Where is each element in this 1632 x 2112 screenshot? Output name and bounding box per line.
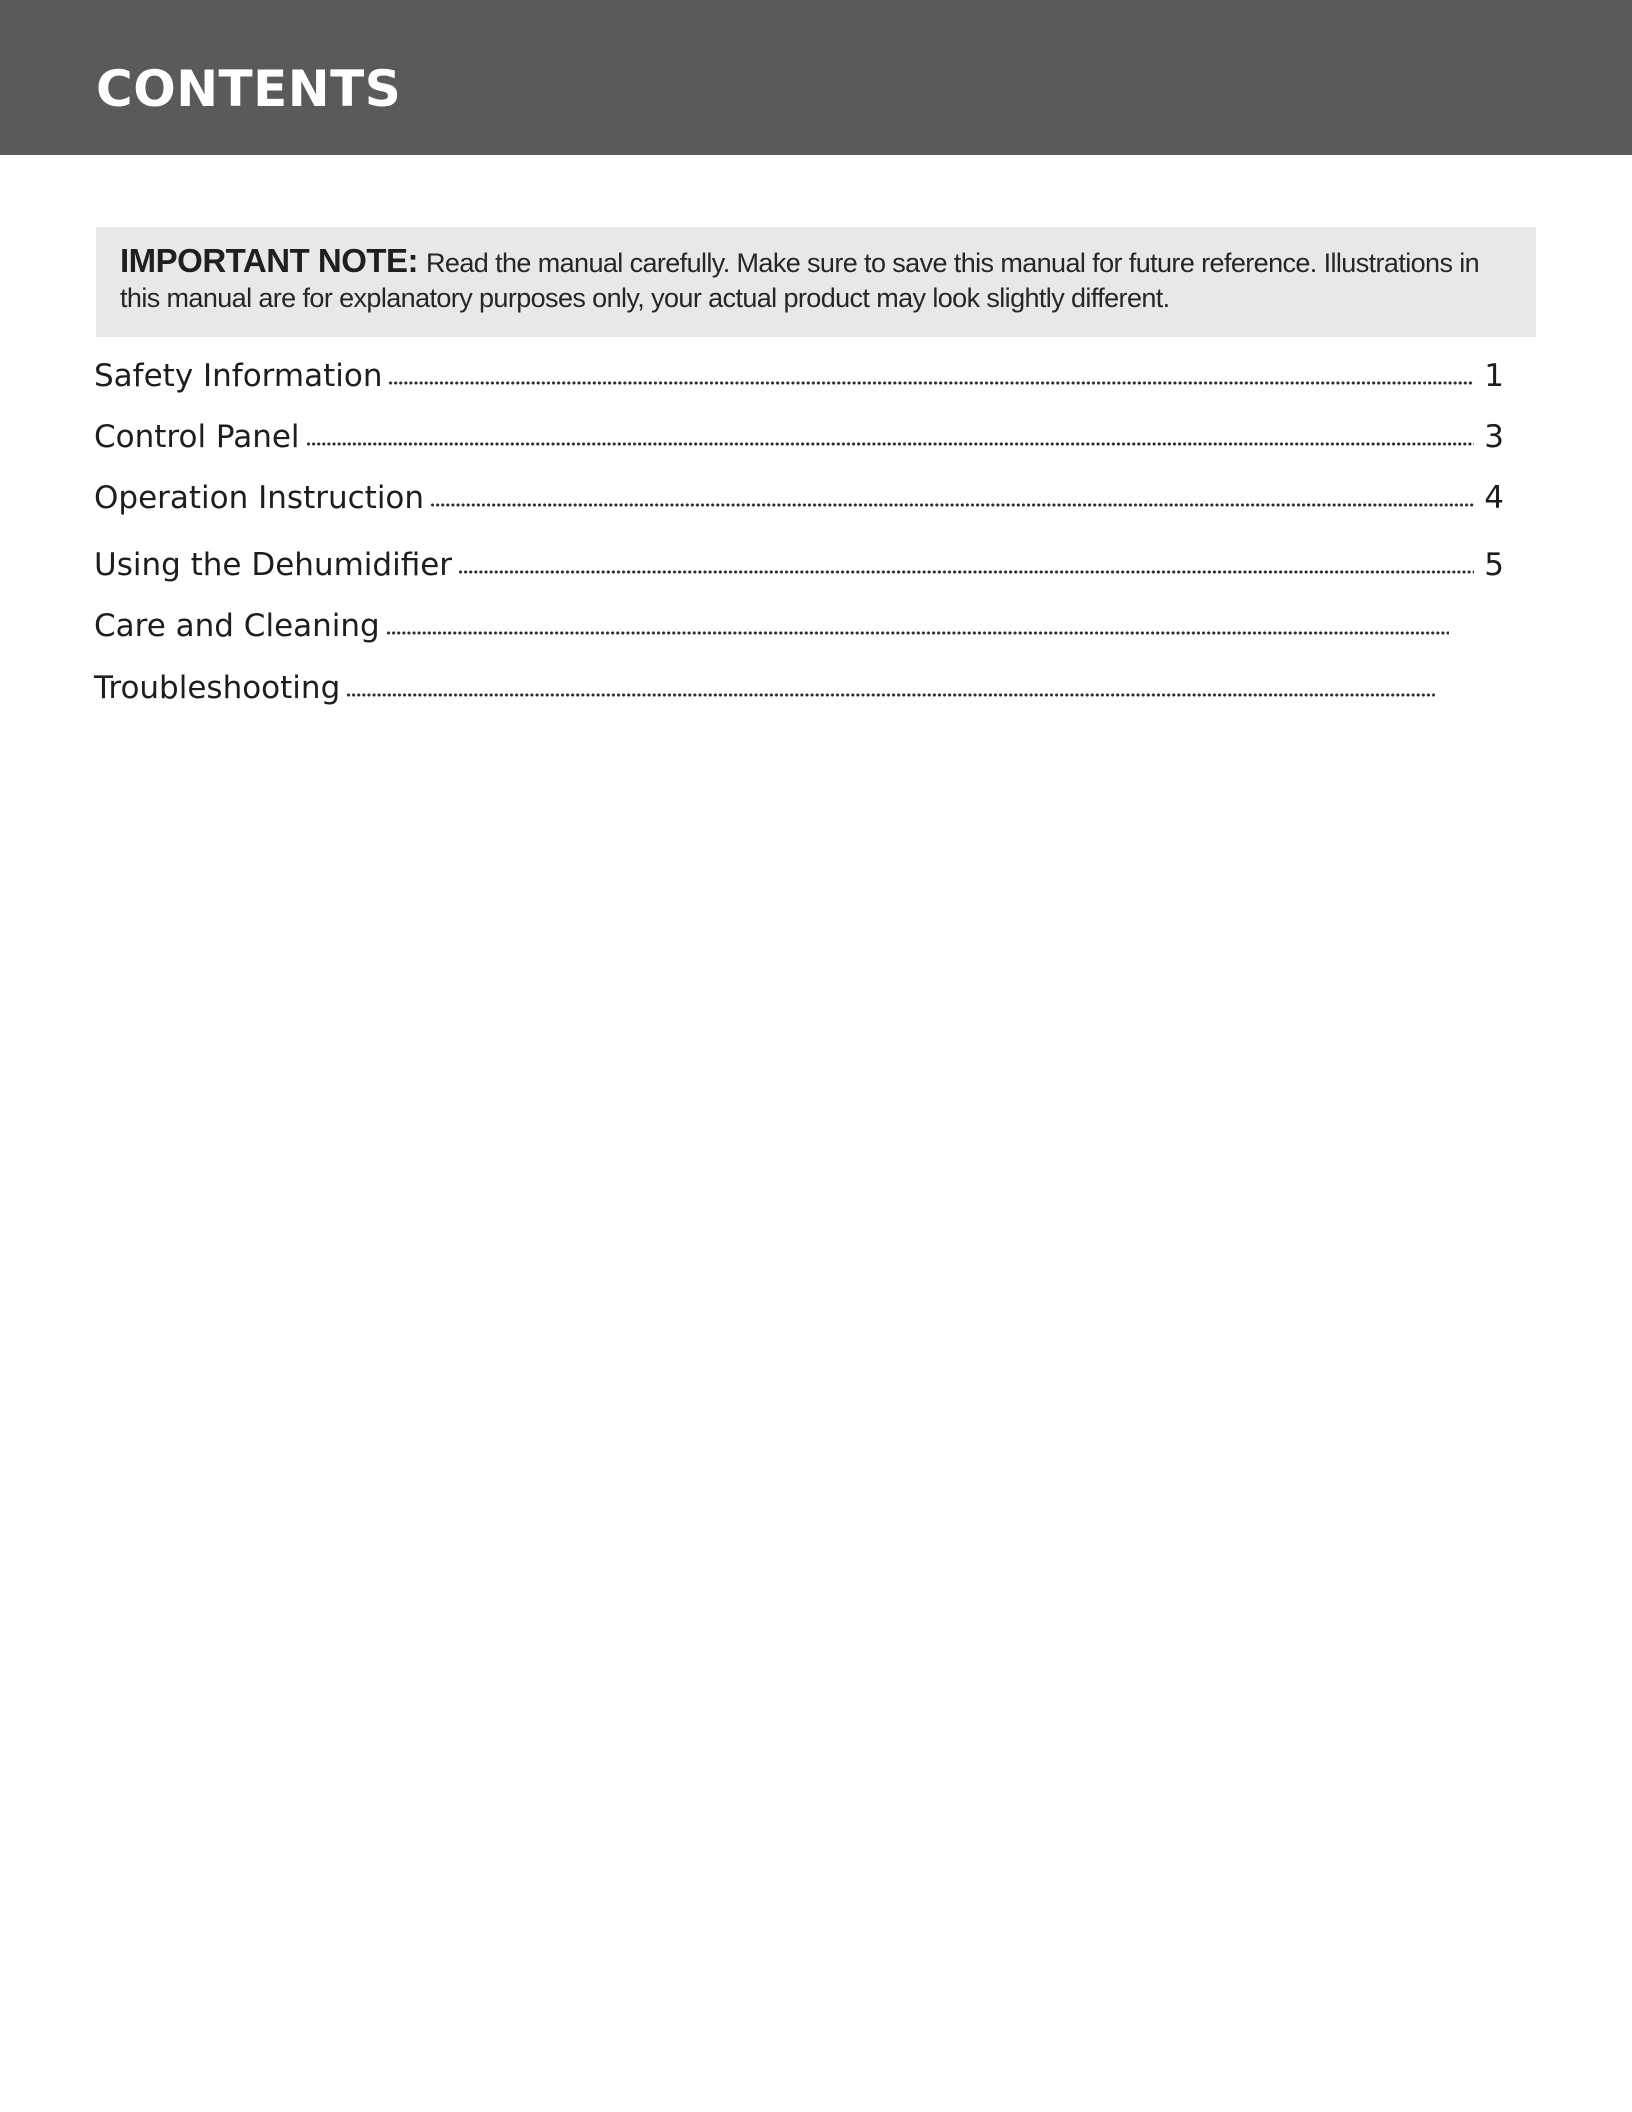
toc-entry-using-the-dehumidifier[interactable] xyxy=(94,541,1504,585)
toc-entry-title: Operation Instruction xyxy=(94,480,425,516)
toc-entry-title: Control Panel xyxy=(94,419,300,455)
toc-entry-title: Using the Dehumidifier xyxy=(94,547,453,583)
toc-entry-page: 4 xyxy=(1484,480,1504,516)
toc-dot-leader xyxy=(386,629,1449,637)
toc-entry-title: Safety Information xyxy=(94,358,383,394)
toc-entry-page: 3 xyxy=(1484,419,1504,455)
toc-entry-control-panel[interactable] xyxy=(94,413,1504,457)
toc-entry-page: 5 xyxy=(1484,547,1504,583)
toc-entry-troubleshooting[interactable] xyxy=(94,664,1465,708)
toc-entry-care-and-cleaning[interactable] xyxy=(94,602,1479,646)
page-title: CONTENTS xyxy=(96,60,402,118)
important-note-label: IMPORTANT NOTE: xyxy=(120,242,419,279)
toc-entry-title: Troubleshooting xyxy=(94,670,341,706)
toc-entry-title: Care and Cleaning xyxy=(94,608,380,644)
toc-dot-leader xyxy=(430,501,1474,509)
important-note-text: Read the manual carefully. Make sure to save this manual for future reference. Illustrations in this manual are for explanatory purposes only, your actual product may look slightly different. xyxy=(120,248,1480,313)
toc-entry-safety-information[interactable] xyxy=(94,352,1504,396)
toc-entry-operation-instruction[interactable] xyxy=(94,474,1504,518)
header-bar xyxy=(0,0,1632,155)
toc-dot-leader xyxy=(306,440,1474,448)
toc-dot-leader xyxy=(388,379,1474,387)
toc-dot-leader xyxy=(458,568,1474,576)
toc-dot-leader xyxy=(346,691,1435,699)
important-note-box xyxy=(96,227,1536,337)
toc-entry-page: 1 xyxy=(1484,358,1504,394)
